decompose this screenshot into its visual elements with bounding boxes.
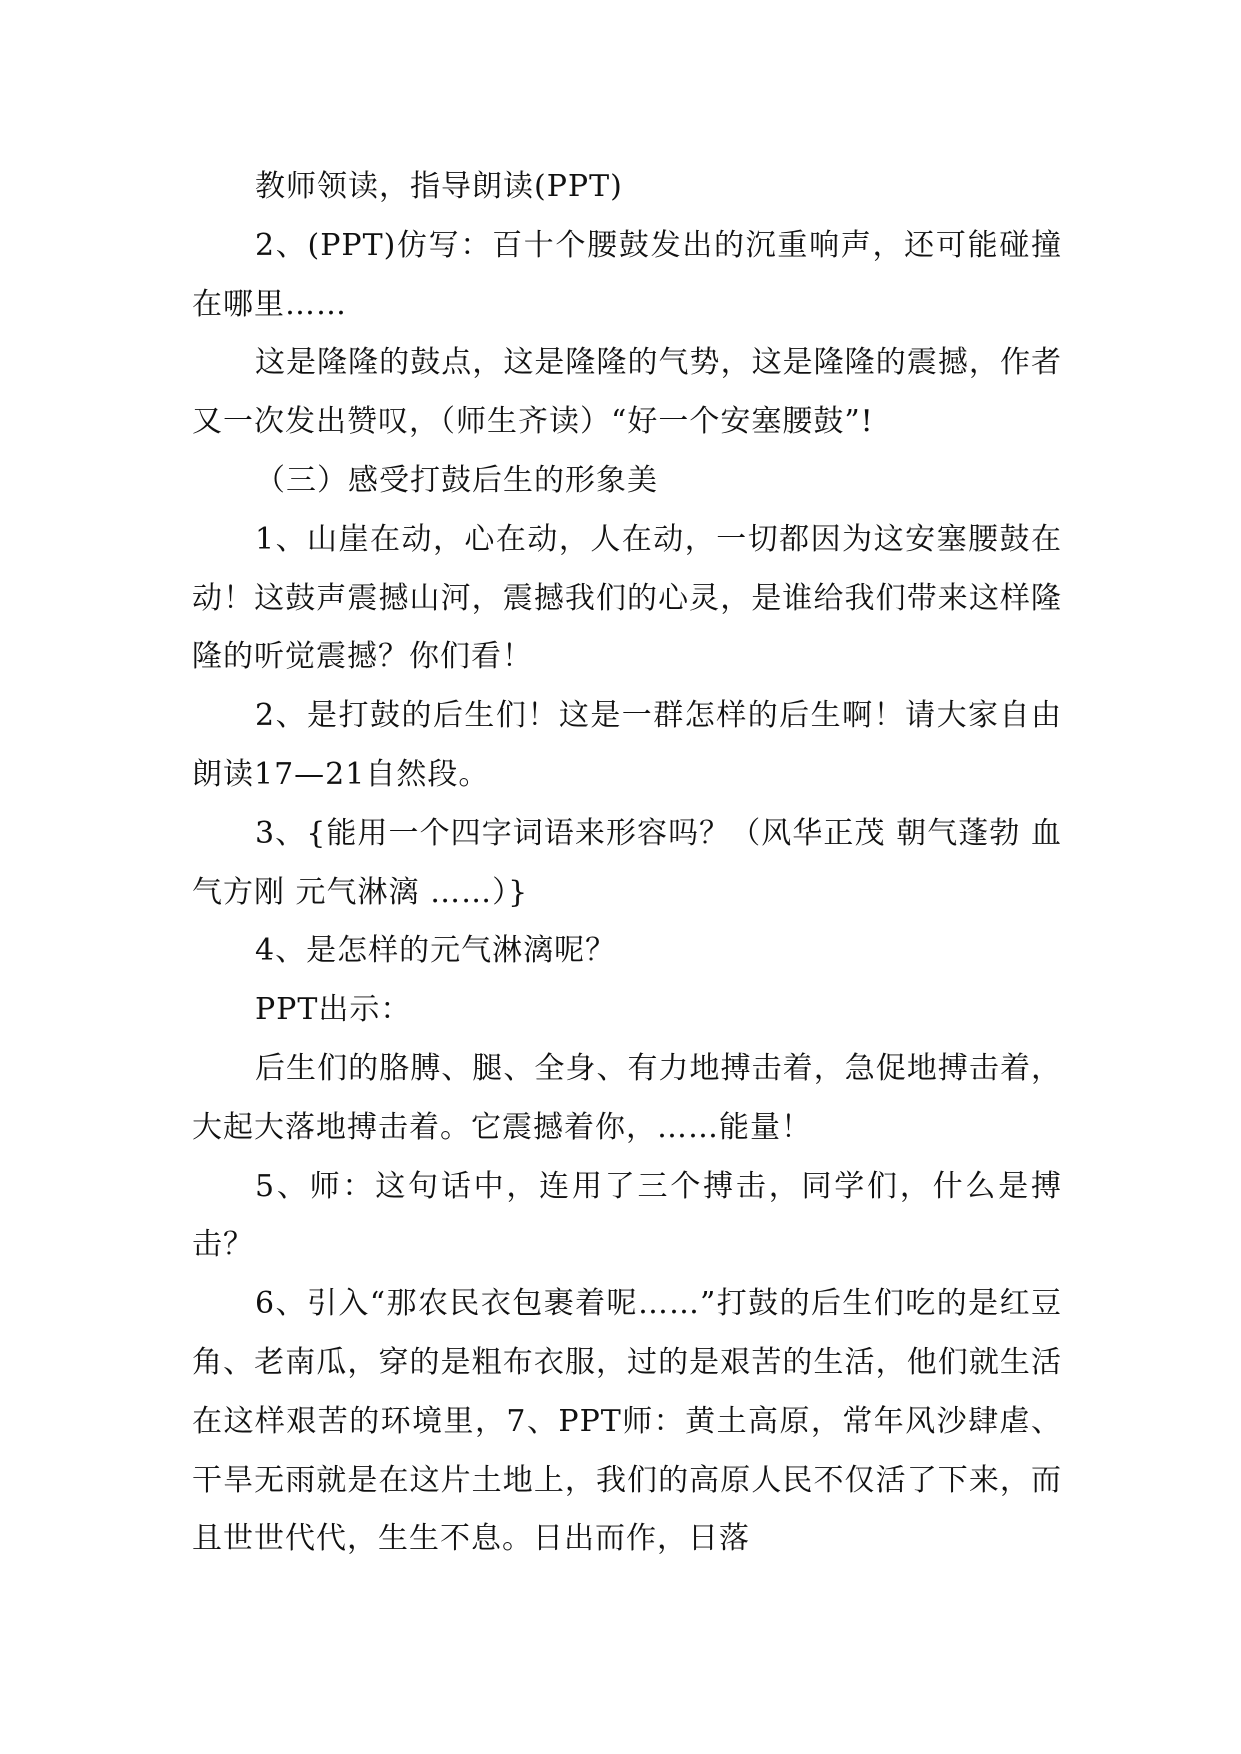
paragraph-3: 这是隆隆的鼓点，这是隆隆的气势，这是隆隆的震撼，作者又一次发出赞叹，（师生齐读）“好一个安塞腰鼓”! <box>192 345 1062 440</box>
paragraph-1: 教师领读，指导朗读(PPT) <box>255 169 623 204</box>
paragraph-9: PPT出示： <box>255 992 412 1028</box>
body-text <box>192 158 1062 1569</box>
paragraph-12: 6、引入“那农民衣包裹着呢……”打鼓的后生们吃的是红豆角、老南瓜，穿的是粗布衣服，过的是艰苦的生活，他们就生活在这样艰苦的环境里，7、PPT师：黄土高原，常年风沙肆虐、干旱无雨就是在这片土地上，我们的高原人民不仅活了下来，而且世世代代，生生不息。日出而作，日落 <box>192 1286 1062 1557</box>
paragraph-7: 3、{能用一个四字词语来形容吗？（风华正茂 朝气蓬勃 血气方刚 元气淋漓 ……）} <box>192 815 1062 910</box>
paragraph-6: 2、是打鼓的后生们！这是一群怎样的后生啊！请大家自由朗读17—21自然段。 <box>192 698 1062 792</box>
section-heading: （三）感受打鼓后生的形象美 <box>255 462 658 498</box>
paragraph-10: 后生们的胳膊、腿、全身、有力地搏击着，急促地搏击着，大起大落地搏击着。它震撼着你，……能量！ <box>192 1050 1062 1145</box>
paragraph-8: 4、是怎样的元气淋漓呢？ <box>255 933 617 969</box>
paragraph-11: 5、师：这句话中，连用了三个搏击，同学们，什么是搏击？ <box>192 1168 1062 1263</box>
paragraph-2: 2、(PPT)仿写：百十个腰鼓发出的沉重响声，还可能碰撞在哪里…… <box>192 227 1062 322</box>
paragraph-5: 1、山崖在动，心在动，人在动，一切都因为这安塞腰鼓在动！这鼓声震撼山河，震撼我们的心灵，是谁给我们带来这样隆隆的听觉震撼？你们看！ <box>192 521 1062 675</box>
